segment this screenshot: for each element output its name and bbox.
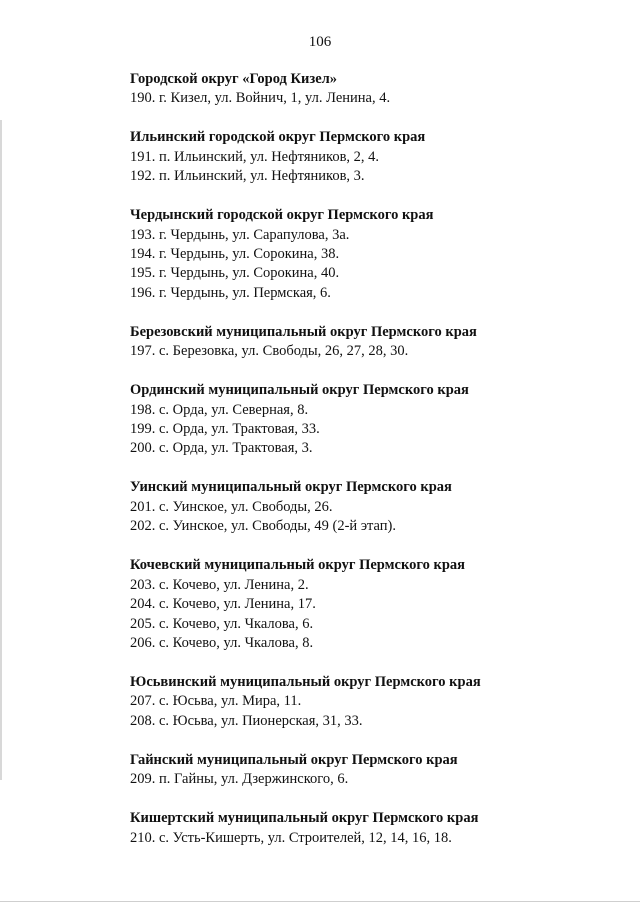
district-section	[130, 478, 610, 536]
address-entry: 204. с. Кочево, ул. Ленина, 17.	[130, 596, 316, 613]
address-entry: 202. с. Уинское, ул. Свободы, 49 (2-й этап).	[130, 518, 397, 535]
address-entry: 198. с. Орда, ул. Северная, 8.	[130, 401, 309, 418]
district-section	[130, 70, 610, 109]
address-entry: 199. с. Орда, ул. Трактовая, 33.	[130, 421, 320, 438]
district-section	[130, 381, 610, 459]
district-section	[130, 751, 610, 790]
address-entry: 190. г. Кизел, ул. Войнич, 1, ул. Ленина, 4.	[130, 90, 391, 107]
scan-edge-left	[0, 120, 2, 780]
address-entry: 203. с. Кочево, ул. Ленина, 2.	[130, 576, 309, 593]
district-section	[130, 673, 610, 731]
address-entry: 205. с. Кочево, ул. Чкалова, 6.	[130, 615, 314, 632]
address-entry: 191. п. Ильинский, ул. Нефтяников, 2, 4.	[130, 148, 380, 165]
page-number: 106	[308, 34, 332, 50]
address-entry: 206. с. Кочево, ул. Чкалова, 8.	[130, 634, 314, 651]
address-entry: 192. п. Ильинский, ул. Нефтяников, 3.	[130, 168, 365, 185]
district-title: Ильинский городской округ Пермского края	[130, 129, 426, 146]
district-section	[130, 556, 610, 653]
district-section	[130, 128, 610, 186]
address-entry: 194. г. Чердынь, ул. Сорокина, 38.	[130, 246, 340, 263]
address-entry: 208. с. Юсьва, ул. Пионерская, 31, 33.	[130, 712, 363, 729]
address-entry: 200. с. Орда, ул. Трактовая, 3.	[130, 440, 313, 457]
address-entry: 195. г. Чердынь, ул. Сорокина, 40.	[130, 265, 340, 282]
address-entry: 207. с. Юсьва, ул. Мира, 11.	[130, 693, 302, 710]
district-title: Кочевский муниципальный округ Пермского края	[130, 557, 465, 574]
district-title: Юсьвинский муниципальный округ Пермского края	[130, 673, 481, 690]
address-entry: 201. с. Уинское, ул. Свободы, 26.	[130, 498, 333, 515]
district-title: Ординский муниципальный округ Пермского края	[130, 382, 469, 399]
address-entry: 210. с. Усть-Кишерть, ул. Строителей, 12, 14, 16, 18.	[130, 829, 452, 846]
scan-edge-bottom	[0, 901, 640, 902]
district-title: Городской округ «Город Кизел»	[130, 71, 338, 87]
district-section	[130, 206, 610, 303]
district-title: Чердынский городской округ Пермского края	[130, 207, 434, 224]
address-entry: 197. с. Березовка, ул. Свободы, 26, 27, 28, 30.	[130, 343, 409, 360]
address-entry: 209. п. Гайны, ул. Дзержинского, 6.	[130, 771, 349, 788]
address-entry: 196. г. Чердынь, ул. Пермская, 6.	[130, 284, 331, 301]
address-entry: 193. г. Чердынь, ул. Сарапулова, 3а.	[130, 226, 350, 243]
document-body	[130, 70, 610, 868]
district-title: Березовский муниципальный округ Пермского края	[130, 323, 477, 340]
district-title: Кишертский муниципальный округ Пермского края	[130, 810, 479, 827]
district-title: Гайнский муниципальный округ Пермского края	[130, 751, 458, 768]
district-title: Уинский муниципальный округ Пермского края	[130, 479, 452, 496]
district-section	[130, 323, 610, 362]
district-section	[130, 809, 610, 848]
